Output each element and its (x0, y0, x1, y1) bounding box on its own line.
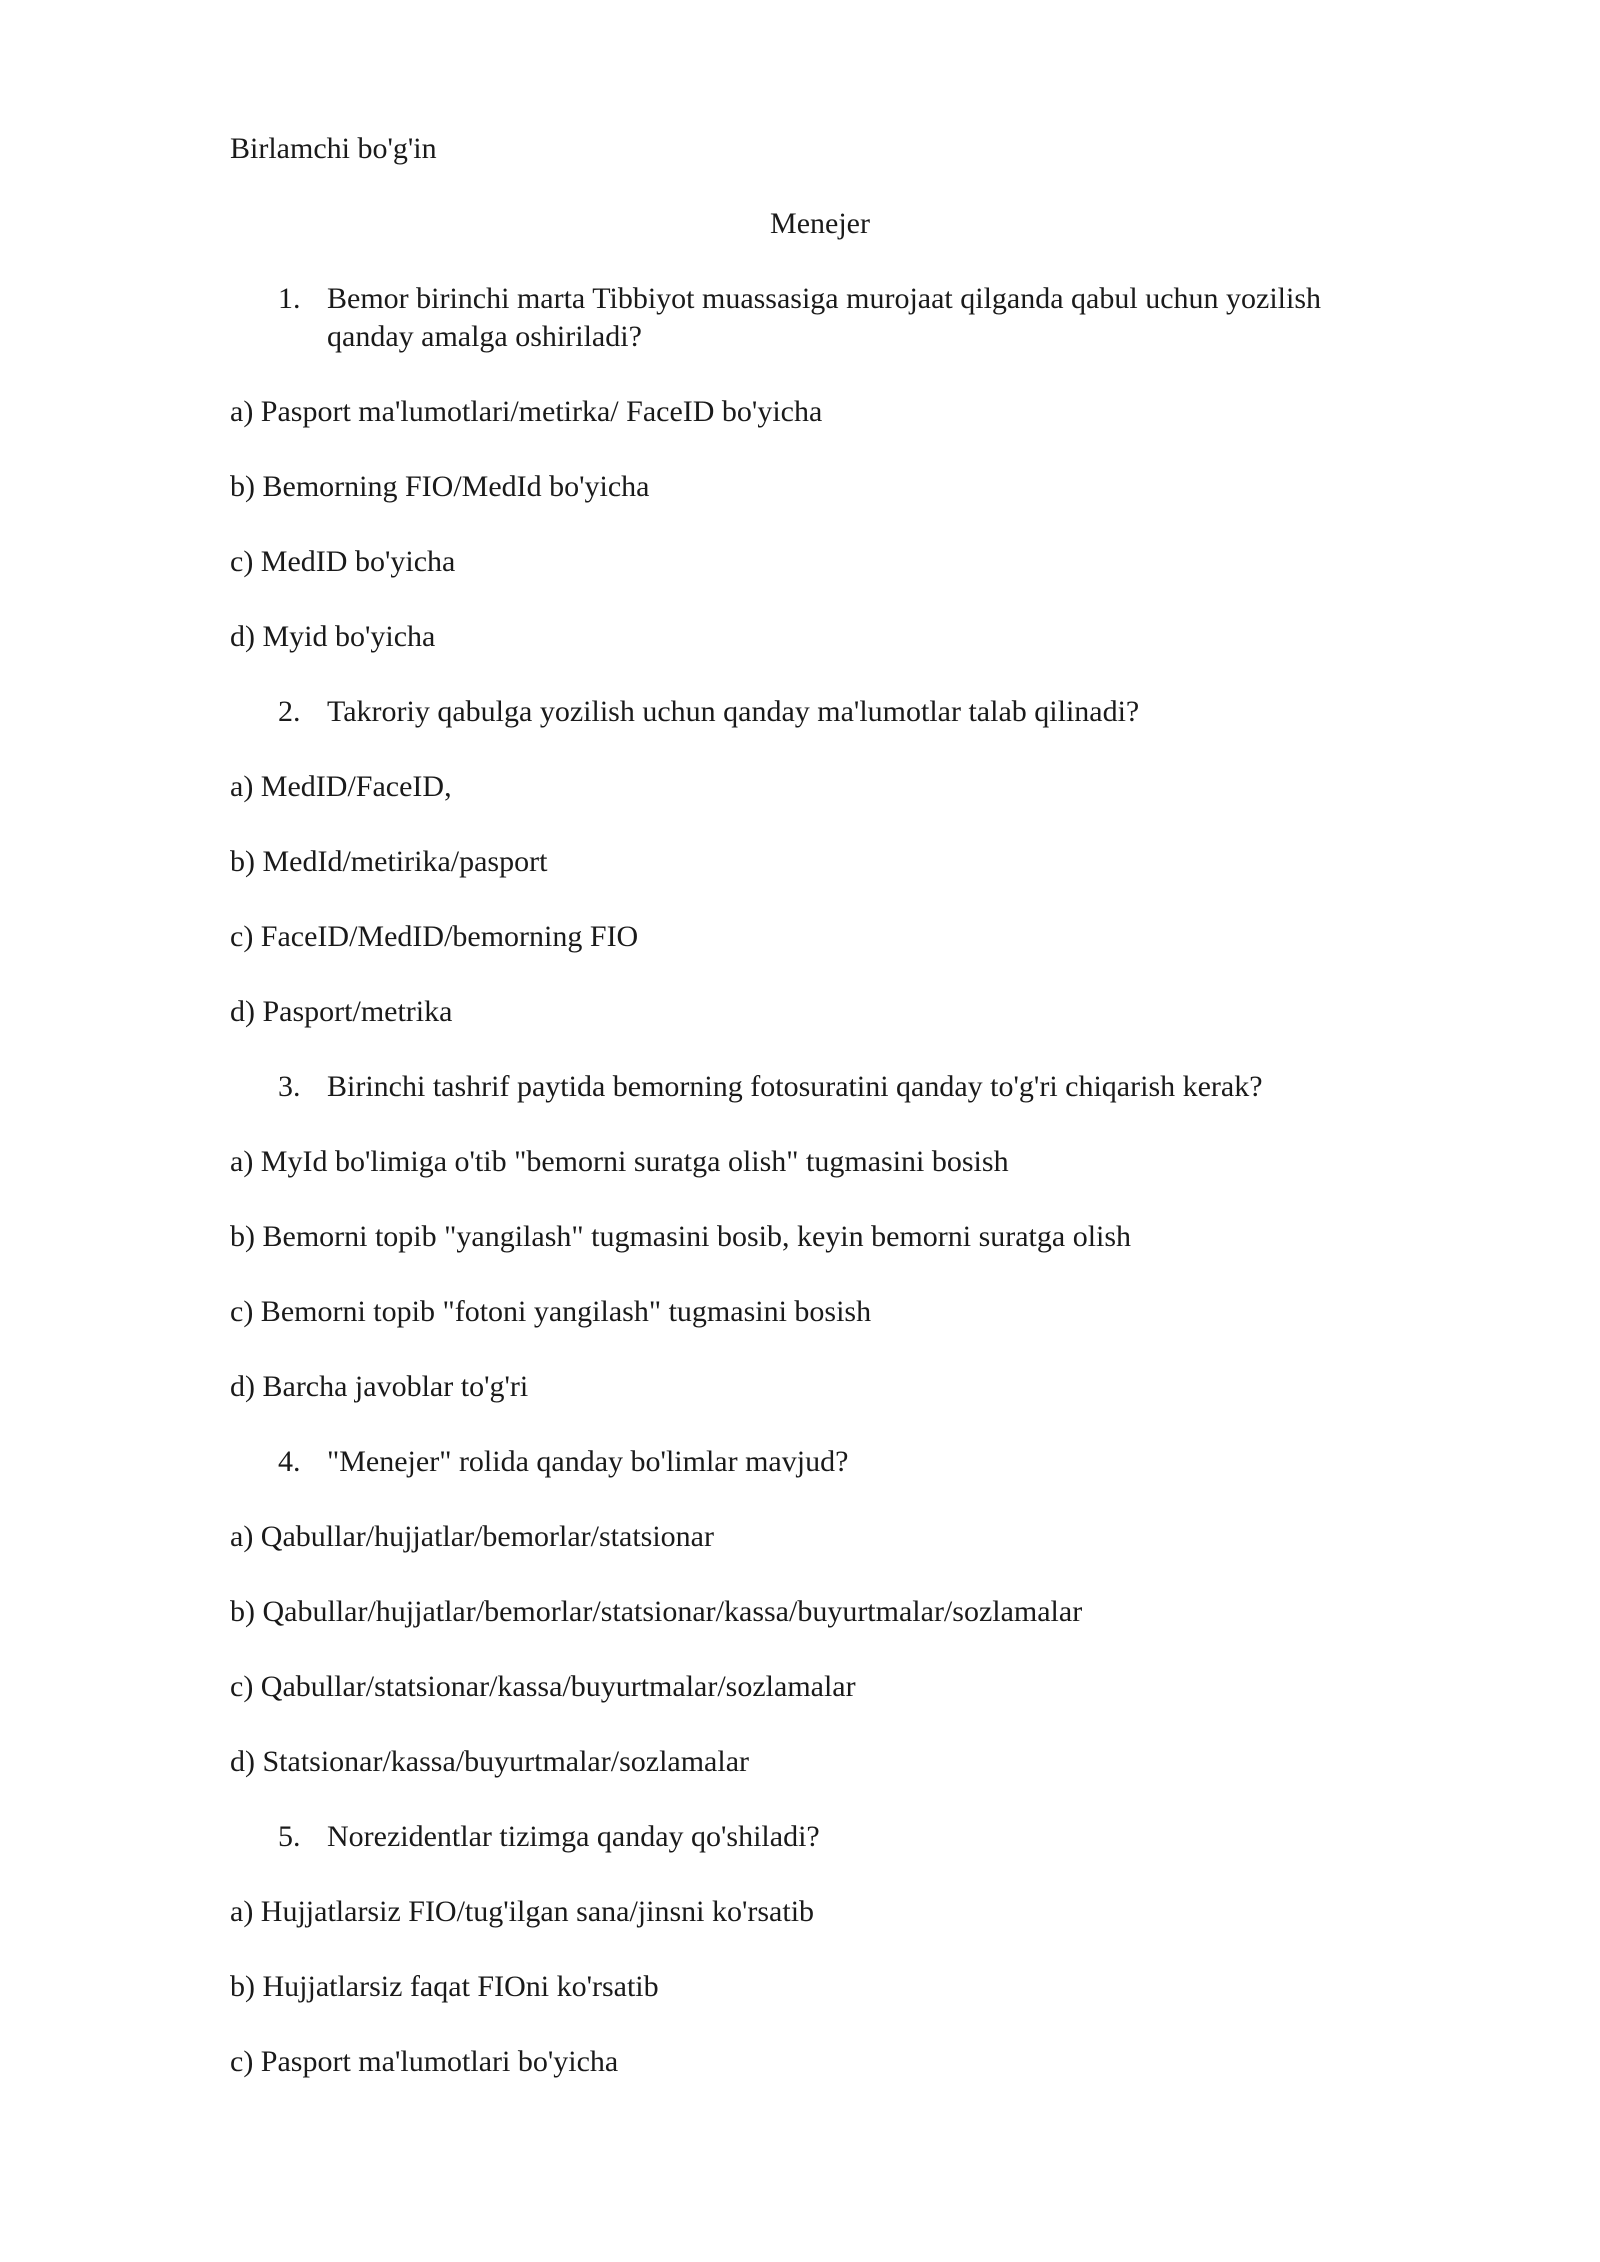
question-number: 4. (278, 1445, 301, 1478)
answer-option: a) Qabullar/hujjatlar/bemorlar/statsionar (230, 1520, 714, 1553)
question-number: 1. (278, 282, 301, 315)
question-3 (230, 1068, 1410, 1106)
answer-option: c) Bemorni topib "fotoni yangilash" tugmasini bosish (230, 1295, 872, 1328)
answer-option: c) FaceID/MedID/bemorning FIO (230, 920, 639, 953)
answer-option: b) Hujjatlarsiz faqat FIOni ko'rsatib (230, 1970, 659, 2003)
answer-option: a) MyId bo'limiga o'tib "bemorni suratga olish" tugmasini bosish (230, 1145, 1009, 1178)
answer-option: b) Qabullar/hujjatlar/bemorlar/statsionar/kassa/buyurtmalar/sozlamalar (230, 1595, 1083, 1628)
answer-option: b) Bemorni topib "yangilash" tugmasini bosib, keyin bemorni suratga olish (230, 1220, 1132, 1253)
answer-option: c) Qabullar/statsionar/kassa/buyurtmalar/sozlamalar (230, 1670, 856, 1703)
section-title: Birlamchi bo'g'in (230, 132, 437, 165)
question-text: Norezidentlar tizimga qanday qo'shiladi? (327, 1820, 820, 1853)
answer-option: b) Bemorning FIO/MedId bo'yicha (230, 470, 650, 503)
answer-option: b) MedId/metirіka/pasport (230, 845, 548, 878)
answer-option: d) Myid bo'yicha (230, 620, 436, 653)
role-heading: Menejer (770, 207, 870, 240)
question-text: Birinchi tashrif paytida bemorning fotosuratini qanday to'g'ri chiqarish kerak? (327, 1070, 1263, 1103)
question-4 (230, 1443, 1410, 1481)
question-text: Takroriy qabulga yozilish uchun qanday ma'lumotlar talab qilinadi? (327, 695, 1140, 728)
question-number: 2. (278, 695, 301, 728)
answer-option: d) Pasport/metrika (230, 995, 453, 1028)
question-1 (230, 280, 1410, 356)
document-body (230, 130, 1410, 2118)
question-2 (230, 693, 1410, 731)
answer-option: c) MedID bo'yicha (230, 545, 456, 578)
answer-option: d) Statsionar/kassa/buyurtmalar/sozlamalar (230, 1745, 750, 1778)
question-text: "Menejer" rolida qanday bo'limlar mavjud? (327, 1445, 849, 1478)
answer-option: a) Hujjatlarsiz FIO/tug'ilgan sana/jinsni ko'rsatib (230, 1895, 815, 1928)
answer-option: d) Barcha javoblar to'g'ri (230, 1370, 529, 1403)
question-number: 3. (278, 1070, 301, 1103)
question-text: Bemor birinchi marta Tibbiyot muassasiga murojaat qilganda qabul uchun yozilish qanday amalga oshiriladi? (327, 282, 1322, 353)
question-5 (230, 1818, 1410, 1856)
answer-option: a) Pasport ma'lumotlari/metirka/ FaceID bo'yicha (230, 395, 823, 428)
answer-option: a) MedID/FaceID, (230, 770, 452, 803)
answer-option: c) Pasport ma'lumotlari bo'yicha (230, 2045, 619, 2078)
question-number: 5. (278, 1820, 301, 1853)
